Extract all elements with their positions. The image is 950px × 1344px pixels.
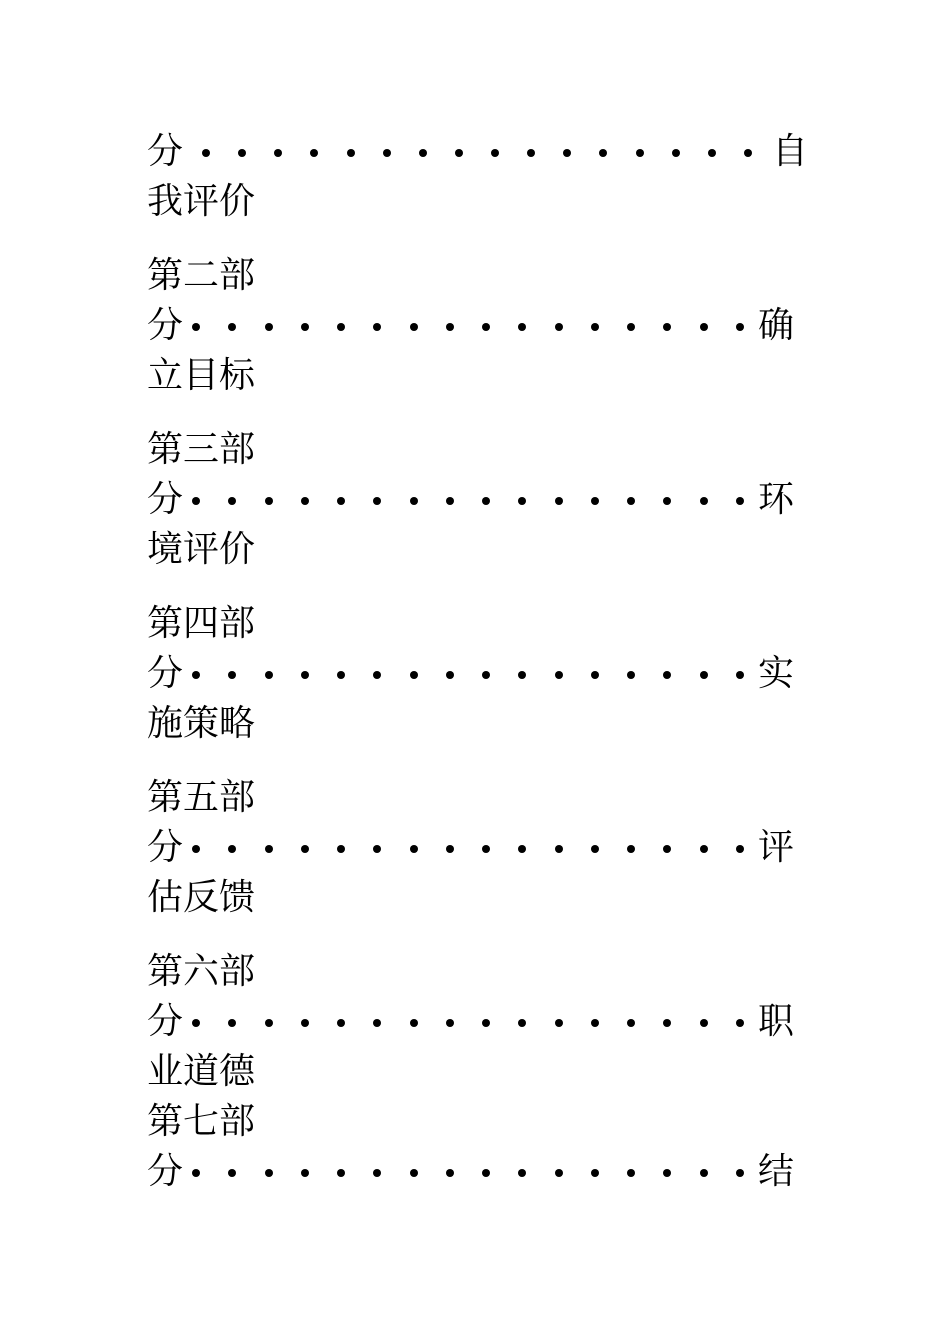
leader-dot — [591, 845, 599, 853]
leader-dot — [192, 1169, 200, 1177]
leader-dot — [555, 845, 563, 853]
toc-entry-3-title-start: 环 — [758, 479, 795, 520]
toc-entry-6-lead: 分 — [147, 1001, 184, 1042]
leader-dot — [518, 845, 526, 853]
leader-dot — [228, 497, 236, 505]
leader-dot — [373, 323, 381, 331]
leader-dot — [482, 497, 490, 505]
leader-dot — [627, 497, 635, 505]
toc-entry-1-lead-line — [147, 130, 183, 174]
toc-entry-7-lead-line — [147, 1150, 183, 1194]
toc-entry-4-lead: 分 — [147, 653, 184, 694]
leader-dot — [482, 323, 490, 331]
leader-dot — [700, 845, 708, 853]
leader-dot — [265, 1169, 273, 1177]
leader-dot — [383, 149, 391, 157]
leader-dot — [591, 671, 599, 679]
leader-dot — [663, 1019, 671, 1027]
toc-entry-6-dot-leader — [192, 1000, 744, 1044]
leader-dot — [555, 1169, 563, 1177]
leader-dot — [410, 497, 418, 505]
toc-entry-5-lead-line — [147, 826, 183, 870]
leader-dot — [736, 497, 744, 505]
leader-dot — [238, 149, 246, 157]
leader-dot — [337, 1169, 345, 1177]
leader-dot — [736, 845, 744, 853]
leader-dot — [518, 671, 526, 679]
leader-dot — [301, 845, 309, 853]
leader-dot — [265, 671, 273, 679]
toc-entry-7-title-start: 结 — [758, 1151, 795, 1192]
toc-entry-3-dot-leader — [192, 478, 744, 522]
leader-dot — [301, 671, 309, 679]
toc-entry-3-lead: 分 — [147, 479, 184, 520]
leader-dot — [446, 323, 454, 331]
leader-dot — [301, 323, 309, 331]
leader-dot — [455, 149, 463, 157]
leader-dot — [591, 1019, 599, 1027]
leader-dot — [663, 323, 671, 331]
leader-dot — [228, 845, 236, 853]
leader-dot — [228, 323, 236, 331]
leader-dot — [736, 671, 744, 679]
toc-entry-5-title-rest: 估反馈 — [147, 877, 256, 918]
leader-dot — [192, 845, 200, 853]
leader-dot — [627, 1169, 635, 1177]
leader-dot — [446, 1169, 454, 1177]
leader-dot — [482, 845, 490, 853]
leader-dot — [555, 323, 563, 331]
leader-dot — [310, 149, 318, 157]
leader-dot — [410, 1019, 418, 1027]
leader-dot — [591, 497, 599, 505]
toc-entry-2-dot-leader — [192, 304, 744, 348]
leader-dot — [337, 1019, 345, 1027]
leader-dot — [373, 845, 381, 853]
leader-dot — [228, 1169, 236, 1177]
leader-dot — [555, 671, 563, 679]
leader-dot — [518, 1019, 526, 1027]
toc-entry-4-title-start: 实 — [758, 653, 795, 694]
toc-entry-7-heading: 第七部 — [147, 1101, 256, 1142]
leader-dot — [599, 149, 607, 157]
leader-dot — [700, 1169, 708, 1177]
toc-entry-2-lead: 分 — [147, 305, 184, 346]
leader-dot — [373, 1019, 381, 1027]
toc-entry-6-heading: 第六部 — [147, 951, 256, 992]
leader-dot — [627, 671, 635, 679]
leader-dot — [627, 323, 635, 331]
leader-dot — [446, 671, 454, 679]
leader-dot — [410, 323, 418, 331]
leader-dot — [663, 845, 671, 853]
leader-dot — [518, 497, 526, 505]
toc-entry-2-title-start: 确 — [758, 305, 795, 346]
leader-dot — [736, 1019, 744, 1027]
leader-dot — [663, 497, 671, 505]
toc-entry-3-heading: 第三部 — [147, 429, 256, 470]
toc-entry-1-title-start: 自 — [772, 131, 809, 172]
leader-dot — [265, 323, 273, 331]
leader-dot — [736, 323, 744, 331]
leader-dot — [736, 1169, 744, 1177]
leader-dot — [265, 1019, 273, 1027]
leader-dot — [527, 149, 535, 157]
leader-dot — [301, 497, 309, 505]
leader-dot — [482, 1019, 490, 1027]
leader-dot — [301, 1019, 309, 1027]
leader-dot — [265, 845, 273, 853]
leader-dot — [410, 1169, 418, 1177]
toc-entry-6-lead-line — [147, 1000, 183, 1044]
toc-entry-1-title-rest: 我评价 — [147, 181, 256, 222]
leader-dot — [419, 149, 427, 157]
leader-dot — [337, 323, 345, 331]
toc-entry-5-title-start: 评 — [758, 827, 795, 868]
toc-entry-2-lead-line — [147, 304, 183, 348]
leader-dot — [563, 149, 571, 157]
toc-entry-7-dot-leader — [192, 1150, 744, 1194]
leader-dot — [373, 1169, 381, 1177]
toc-entry-3-lead-line — [147, 478, 183, 522]
leader-dot — [373, 671, 381, 679]
leader-dot — [192, 323, 200, 331]
leader-dot — [373, 497, 381, 505]
toc-entry-4-lead-line — [147, 652, 183, 696]
toc-entry-2-title-rest: 立目标 — [147, 355, 256, 396]
leader-dot — [228, 1019, 236, 1027]
leader-dot — [192, 497, 200, 505]
leader-dot — [555, 1019, 563, 1027]
leader-dot — [700, 497, 708, 505]
leader-dot — [636, 149, 644, 157]
leader-dot — [301, 1169, 309, 1177]
leader-dot — [491, 149, 499, 157]
leader-dot — [202, 149, 210, 157]
leader-dot — [337, 845, 345, 853]
leader-dot — [347, 149, 355, 157]
leader-dot — [591, 1169, 599, 1177]
leader-dot — [518, 323, 526, 331]
leader-dot — [672, 149, 680, 157]
leader-dot — [265, 497, 273, 505]
leader-dot — [482, 671, 490, 679]
leader-dot — [708, 149, 716, 157]
leader-dot — [663, 1169, 671, 1177]
leader-dot — [555, 497, 563, 505]
toc-entry-3-title-rest: 境评价 — [147, 529, 256, 570]
toc-entry-4-title-rest: 施策略 — [147, 703, 256, 744]
leader-dot — [700, 323, 708, 331]
leader-dot — [446, 1019, 454, 1027]
leader-dot — [337, 497, 345, 505]
toc-entry-5-dot-leader — [192, 826, 744, 870]
leader-dot — [228, 671, 236, 679]
toc-entry-6-title-start: 职 — [758, 1001, 795, 1042]
leader-dot — [663, 671, 671, 679]
leader-dot — [627, 845, 635, 853]
leader-dot — [744, 149, 752, 157]
toc-entry-4-dot-leader — [192, 652, 744, 696]
toc-entry-6-title-rest: 业道德 — [147, 1051, 256, 1092]
leader-dot — [192, 671, 200, 679]
leader-dot — [591, 323, 599, 331]
leader-dot — [410, 671, 418, 679]
leader-dot — [410, 845, 418, 853]
toc-entry-2-heading: 第二部 — [147, 255, 256, 296]
leader-dot — [627, 1019, 635, 1027]
leader-dot — [274, 149, 282, 157]
leader-dot — [518, 1169, 526, 1177]
leader-dot — [482, 1169, 490, 1177]
leader-dot — [700, 1019, 708, 1027]
toc-entry-7-lead: 分 — [147, 1151, 184, 1192]
toc-entry-5-lead: 分 — [147, 827, 184, 868]
leader-dot — [700, 671, 708, 679]
toc-entry-4-heading: 第四部 — [147, 603, 256, 644]
leader-dot — [446, 845, 454, 853]
leader-dot — [192, 1019, 200, 1027]
leader-dot — [337, 671, 345, 679]
toc-entry-1-dot-leader — [202, 130, 752, 174]
toc-entry-5-heading: 第五部 — [147, 777, 256, 818]
leader-dot — [446, 497, 454, 505]
toc-entry-1-lead: 分 — [147, 131, 184, 172]
